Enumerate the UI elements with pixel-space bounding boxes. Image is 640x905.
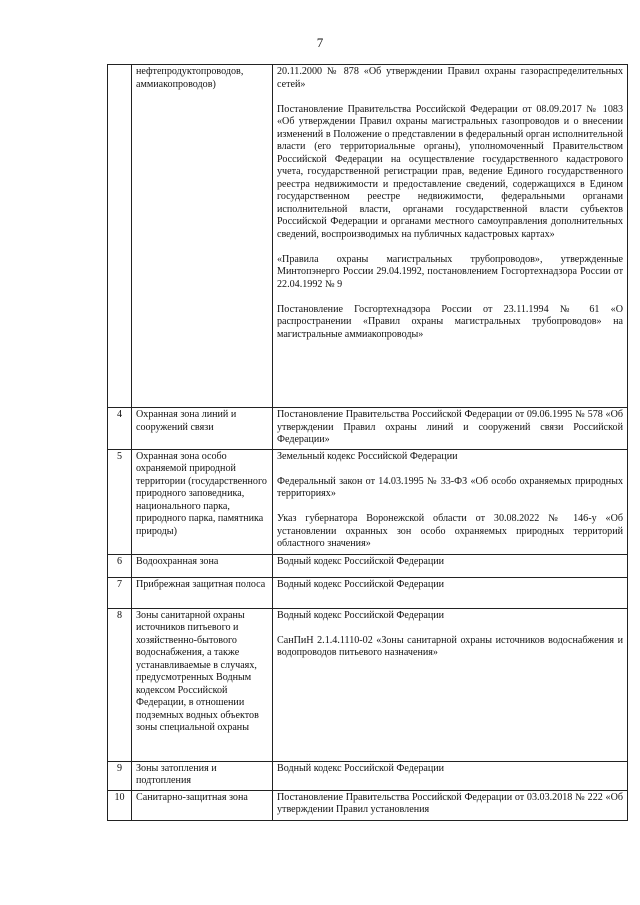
- table-row: [108, 608, 628, 761]
- table-row: [108, 408, 628, 450]
- legal-act-paragraph: СанПиН 2.1.4.1110-02 «Зоны санитарной охраны источников водоснабжения и водопроводов питьевого назначения»: [277, 634, 623, 658]
- legal-act-paragraph: Постановление Правительства Российской Федерации от 03.03.2018 № 222 «Об утверждении Правил установления: [277, 791, 623, 815]
- row-number-cell: 9: [108, 761, 132, 790]
- legal-act-paragraph: Водный кодекс Российской Федерации: [277, 609, 445, 621]
- row-number-cell: 8: [108, 608, 132, 761]
- legal-act-paragraph: Водный кодекс Российской Федерации: [277, 762, 445, 774]
- table-row: [108, 790, 628, 820]
- legal-act-paragraph: Водный кодекс Российской Федерации: [277, 555, 445, 567]
- legal-acts-cell: [273, 449, 628, 554]
- table-row: [108, 577, 628, 608]
- zone-name-cell: Прибрежная защитная полоса: [132, 577, 273, 608]
- legal-act-paragraph: Постановление Правительства Российской Федерации от 08.09.2017 № 1083 «Об утверждении Правил охраны магистральных газопроводов и о внесении изменений в Положение о представлении в федеральный орган исполнительной власти (его территориальные органы), уполномоченный Правительством Российской Федерации на осуществление государственного кадастрового учета, государственной регистрации прав, ведение Единого государственного реестра недвижимости и предоставление сведений, содержащихся в Едином государственном реестре недвижимости, федеральными органами исполнительной власти, органами государственной власти субъектов Российской Федерации и органами местного самоуправления дополнительных сведений, воспроизводимых на публичных кадастровых картах»: [277, 103, 623, 240]
- legal-acts-cell: [273, 577, 628, 608]
- row-number-cell: 6: [108, 554, 132, 577]
- legal-act-paragraph: Указ губернатора Воронежской области от 30.08.2022 № 146-у «Об установлении охранных зон особо охраняемых природных территорий областного значения»: [277, 513, 623, 549]
- legal-act-paragraph: Постановление Правительства Российской Федерации от 09.06.1995 № 578 «Об утверждении Правил охраны линий и сооружений связи Российской Федерации»: [277, 409, 623, 445]
- zone-name-cell: нефтепродуктопроводов, аммиакопроводов): [132, 65, 273, 408]
- row-number-cell: 7: [108, 577, 132, 608]
- legal-acts-cell: [273, 408, 628, 450]
- legal-acts-cell: [273, 761, 628, 790]
- table-body: [108, 65, 628, 821]
- row-number-cell: 10: [108, 790, 132, 820]
- legal-acts-cell: [273, 790, 628, 820]
- zone-name-cell: Санитарно-защитная зона: [132, 790, 273, 820]
- legal-acts-cell: [273, 554, 628, 577]
- table-row: [108, 65, 628, 408]
- row-number-cell: 5: [108, 449, 132, 554]
- zone-name-cell: Охранная зона линий и сооружений связи: [132, 408, 273, 450]
- legal-act-paragraph: «Правила охраны магистральных трубопроводов», утвержденные Минтопэнерго России 29.04.1992, постановлением Госгортехнадзора России от 22.04.1992 № 9: [277, 253, 623, 290]
- legal-act-paragraph: Федеральный закон от 14.03.1995 № 33-ФЗ «Об особо охраняемых природных территориях»: [277, 475, 623, 499]
- zone-name-cell: Зоны санитарной охраны источников питьевого и хозяйственно-бытового водоснабжения, а также устанавливаемые в случаях, предусмотренных Водным кодексом Российской Федерации, в отношении подземных водных объектов зоны специальной охраны: [132, 608, 273, 761]
- row-number-cell: [108, 65, 132, 408]
- legal-acts-cell: [273, 65, 628, 408]
- legal-act-paragraph: Водный кодекс Российской Федерации: [277, 578, 445, 590]
- table-row: [108, 761, 628, 790]
- page-number: 7: [316, 35, 324, 50]
- zone-name-cell: Водоохранная зона: [132, 554, 273, 577]
- regulations-table: [107, 64, 628, 821]
- legal-acts-cell: [273, 608, 628, 761]
- row-number-cell: 4: [108, 408, 132, 450]
- legal-act-paragraph: Постановление Госгортехнадзора России от 23.11.1994 № 61 «О распространении «Правил охраны магистральных трубопроводов» на магистральные аммиакопроводы»: [277, 303, 623, 340]
- zone-name-cell: Зоны затопления и подтопления: [132, 761, 273, 790]
- zone-name-cell: Охранная зона особо охраняемой природной территории (государственного природного заповедника, национального парка, природного парка, памятника природы): [132, 449, 273, 554]
- legal-act-paragraph: 20.11.2000 № 878 «Об утверждении Правил охраны газораспределительных сетей»: [277, 66, 623, 90]
- legal-act-paragraph: Земельный кодекс Российской Федерации: [277, 450, 458, 462]
- table-row: [108, 449, 628, 554]
- table-row: [108, 554, 628, 577]
